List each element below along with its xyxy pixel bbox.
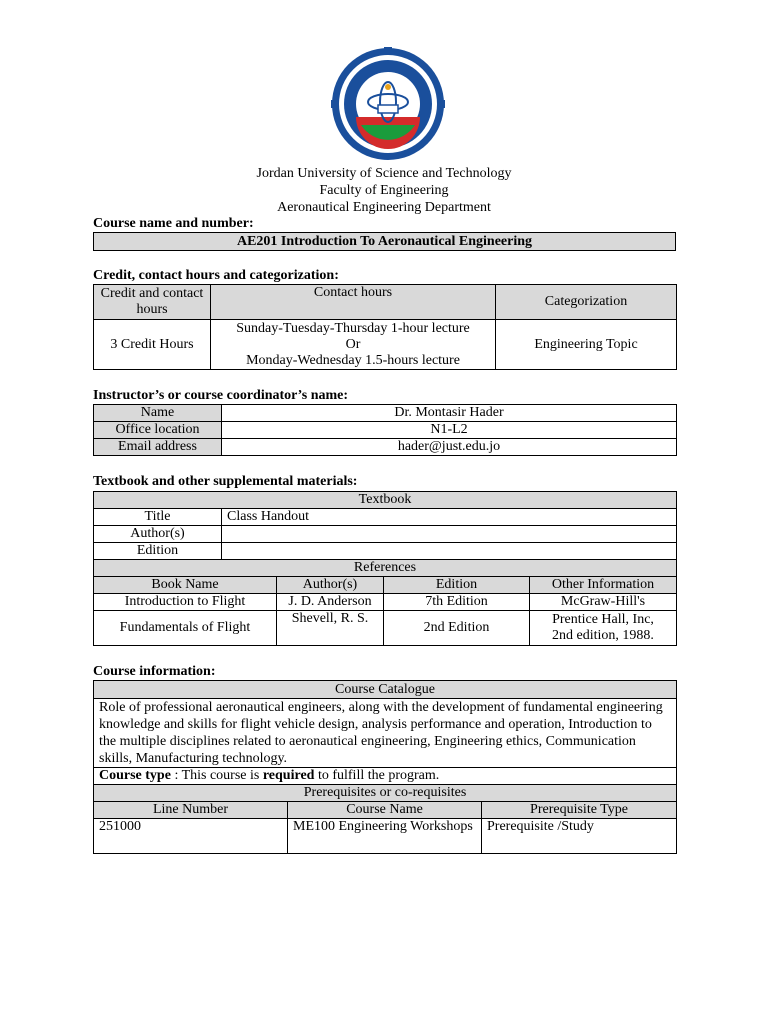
- textbook-title: Class Handout: [222, 509, 677, 526]
- instructor-name: Dr. Montasir Hader: [222, 405, 677, 422]
- ref-book: Fundamentals of Flight: [94, 611, 277, 646]
- ref-book: Introduction to Flight: [94, 594, 277, 611]
- faculty-name: Faculty of Engineering: [319, 183, 449, 198]
- office-location: N1-L2: [222, 422, 677, 439]
- ref-author: Shevell, R. S.: [277, 611, 384, 646]
- category-value: Engineering Topic: [496, 320, 677, 370]
- prereq-type: Prerequisite /Study: [482, 819, 677, 854]
- table-row: [94, 819, 677, 854]
- ref-header-author: Author(s): [277, 577, 384, 594]
- ref-header-info: Other Information: [530, 577, 677, 594]
- references-table: [93, 559, 677, 646]
- email-address[interactable]: hader@just.edu.jo: [222, 439, 677, 456]
- textbook-table: [93, 491, 677, 560]
- prereq-header-type: Prerequisite Type: [482, 802, 677, 819]
- contact-header: Contact hours: [211, 285, 496, 320]
- catalogue-description: Role of professional aeronautical engineers, along with the development of fundamental engineering knowledge and skills for flight vehicle design, analysis performance and operation, Introduction to the multiple disciplines related to aeronautical engineering, Engineering ethics, Communication skills, Manufacturing technology.: [94, 699, 677, 768]
- textbook-heading: Textbook: [94, 492, 677, 509]
- instructor-section-label: Instructor’s or course coordinator’s name:: [93, 388, 349, 403]
- textbook-edition-label: Edition: [94, 543, 222, 560]
- credit-value: 3 Credit Hours: [94, 320, 211, 370]
- textbook-edition: [222, 543, 677, 560]
- university-name: Jordan University of Science and Technology: [256, 166, 512, 181]
- course-info-section-label: Course information:: [93, 664, 216, 679]
- prereq-course-name: ME100 Engineering Workshops: [288, 819, 482, 854]
- textbook-title-label: Title: [94, 509, 222, 526]
- ref-edition: 7th Edition: [384, 594, 530, 611]
- contact-value: Sunday-Tuesday-Thursday 1-hour lecture Or Monday-Wednesday 1.5-hours lecture: [211, 320, 496, 370]
- department-name: Aeronautical Engineering Department: [277, 200, 491, 215]
- textbook-author-label: Author(s): [94, 526, 222, 543]
- category-header: Categorization: [496, 285, 677, 320]
- course-info-table: [93, 680, 677, 854]
- ref-info: Prentice Hall, Inc, 2nd edition, 1988.: [530, 611, 677, 646]
- table-row: [94, 594, 677, 611]
- credit-table: [93, 284, 677, 370]
- references-heading: References: [94, 560, 677, 577]
- university-logo: [331, 47, 445, 161]
- prereq-heading: Prerequisites or co-requisites: [94, 785, 677, 802]
- course-name-table: [93, 232, 676, 251]
- instructor-table: [93, 404, 677, 456]
- course-type: Course type : This course is required to fulfill the program.: [94, 768, 677, 785]
- instructor-name-label: Name: [94, 405, 222, 422]
- catalogue-heading: Course Catalogue: [94, 681, 677, 699]
- email-label: Email address: [94, 439, 222, 456]
- prereq-header-line: Line Number: [94, 802, 288, 819]
- prereq-header-course: Course Name: [288, 802, 482, 819]
- office-location-label: Office location: [94, 422, 222, 439]
- ref-info: McGraw-Hill's: [530, 594, 677, 611]
- course-name: AE201 Introduction To Aeronautical Engineering: [94, 233, 676, 251]
- credit-section-label: Credit, contact hours and categorization:: [93, 268, 339, 283]
- ref-header-edition: Edition: [384, 577, 530, 594]
- prereq-line-number: 251000: [94, 819, 288, 854]
- ref-header-book: Book Name: [94, 577, 277, 594]
- course-name-label: Course name and number:: [93, 216, 254, 231]
- credit-header: Credit and contact hours: [94, 285, 211, 320]
- ref-edition: 2nd Edition: [384, 611, 530, 646]
- table-row: [94, 611, 677, 646]
- textbook-author: [222, 526, 677, 543]
- ref-author: J. D. Anderson: [277, 594, 384, 611]
- textbook-section-label: Textbook and other supplemental materials:: [93, 474, 358, 489]
